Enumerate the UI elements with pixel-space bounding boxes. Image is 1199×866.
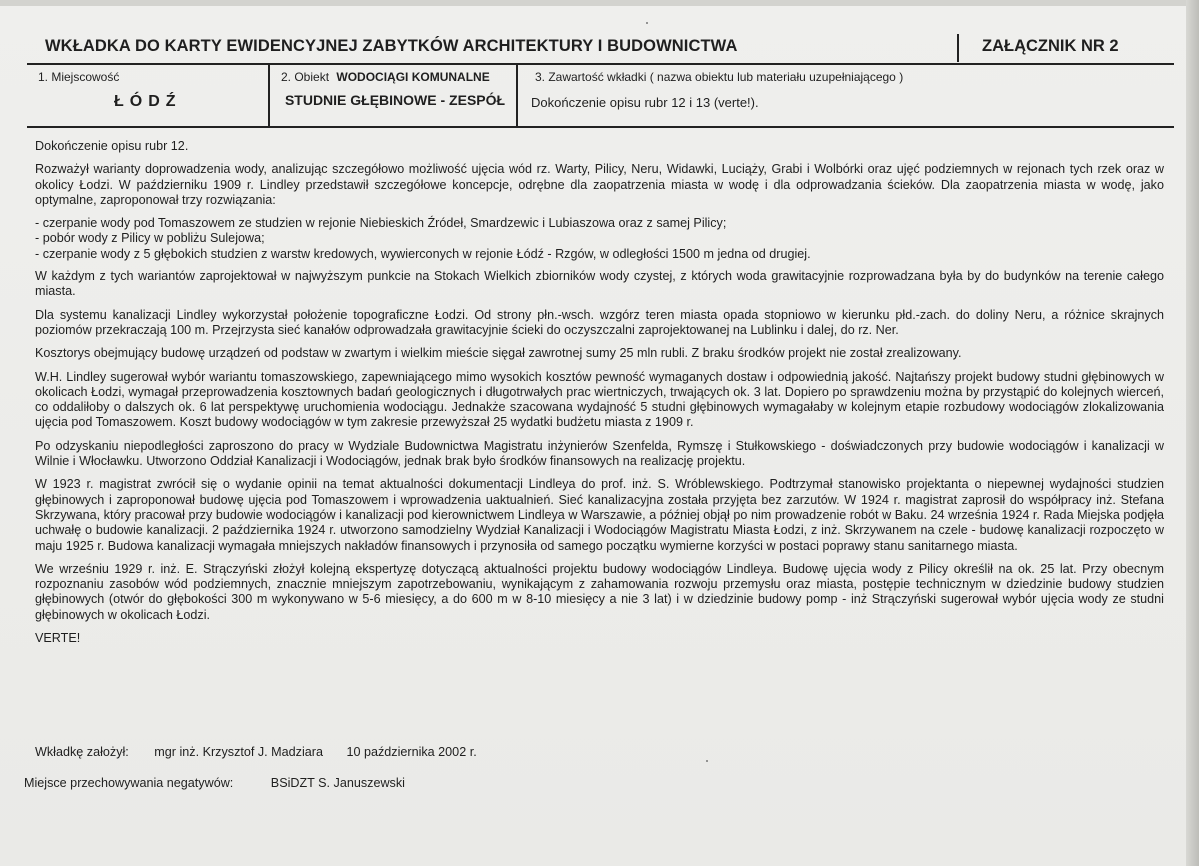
card-top-edge <box>0 0 1199 6</box>
paragraph-3: Dla systemu kanalizacji Lindley wykorzystał położenie topograficzne Łodzi. Od strony płn.-wsch. wzgórz teren miasta opada stopniowo w kierunku płd.-zach. do doliny Neru, a różnice skrajnych poziomów przekraczają 100 m. Przejrzysta sieć kanałów odprowadzała grawitacyjnie ścieki do oczyszczalni zaprojektowanej na Lublinku i dalej, do rz. Ner. <box>35 307 1164 337</box>
contents-label: 3. Zawartość wkładki ( nazwa obiektu lub materiału uzupełniającego ) <box>535 70 904 84</box>
description-body <box>35 139 1164 654</box>
speck <box>646 22 648 24</box>
option-item: - czerpanie wody pod Tomaszowem ze studzien w rejonie Niebieskich Źródeł, Smardzewic i Lubiaszowa oraz z samej Pilicy; <box>35 216 727 231</box>
annex-number: ZAŁĄCZNIK NR 2 <box>982 37 1119 55</box>
author-line <box>35 745 477 759</box>
paragraph-7: W 1923 r. magistrat zwrócił się o wydanie opinii na temat aktualności dokumentacji Lindleya do prof. inż. S. Wróblewskiego. Podtrzymał stanowisko projektanta o niepewnej wydajności studzien głębinowych i zaproponował budowę ujęcia pod Tomaszowem i wprowadzenia uaktualnień. Sieć kanalizacyjna została przyjęta bez zarzutów. W 1924 r. magistrat zaprosił do współpracy inż. Stefana Skrzywana, który pracował przy budowie wodociągów i kanalizacji pod kierownictwem Lindleya w Warszawie, a później objął po nim prowadzenie robót w Baku. 24 września 1924 r. Rada Miejska podjęła uchwałę o budowie kanalizacji. 2 października 1924 r. utworzono samodzielny Wydział Kanalizacji i Wodociągów Magistratu Miasta Łodzi, z inż. Skrzywanem na czele - budowę kanalizacji rozpoczęto w maju 1925 r. Budowa kanalizacji wymagała mniejszych nakładów finansowych i przynosiła od samego początku wymierne korzyści w postaci poprawy stanu sanitarnego miasta. <box>35 477 1164 553</box>
author-label: Wkładkę założył: <box>35 745 129 759</box>
paragraph-4: Kosztorys obejmujący budowę urządzeń od podstaw w zwartym i wielkim mieście sięgał zawrotnej sumy 25 mln rubli. Z braku środków projekt nie został zrealizowany. <box>35 346 962 361</box>
verte-note: VERTE! <box>35 631 81 646</box>
speck <box>706 760 708 762</box>
object-label-bold: WODOCIĄGI KOMUNALNE <box>336 70 490 84</box>
form-title: WKŁADKA DO KARTY EWIDENCYJNEJ ZABYTKÓW ARCHITEKTURY I BUDOWNICTWA <box>45 37 738 55</box>
paragraph-5: W.H. Lindley sugerował wybór wariantu tomaszowskiego, zapewniającego mimo wysokich kosztów pewność wymaganych dostaw i odpowiednią jakość. Najtańszy projekt budowy studni głębinowych w okolicach Łodzi, wymagał przeprowadzenia kosztownych badań geologicznych i długotrwałych prac wiertniczych, trwających ok. 3 lat. Dopiero po sprawdzeniu można by przystąpić do kolejnych wierceń, co oddaliłoby o dalszych ok. 6 lat perspektywę uruchomienia wodociągu. Jednakże szacowana wydajność 5 studni głębinowych wymagałaby w kolejnym etapie rozbudowy wodociągów zlokalizowania ujęcia pod Tomaszowem. Koszt budowy wodociągów w tym zakresie przewyższał 25 wydatki budżetu miasta z 1909 r. <box>35 369 1164 430</box>
object-value: STUDNIE GŁĘBINOWE - ZESPÓŁ <box>284 92 506 108</box>
author-date: 10 października 2002 r. <box>346 745 477 759</box>
header-divider <box>957 34 959 62</box>
option-item: - pobór wody z Pilicy w pobliżu Sulejowa; <box>35 231 265 246</box>
field-divider-1 <box>268 65 270 126</box>
object-label <box>281 70 490 84</box>
locality-value: ŁÓDŹ <box>114 93 182 110</box>
fields-rule <box>27 126 1174 128</box>
storage-line <box>24 776 405 790</box>
author-name: mgr inż. Krzysztof J. Madziara <box>154 745 323 759</box>
contents-value: Dokończenie opisu rubr 12 i 13 (verte!). <box>531 95 759 110</box>
paragraph-1: Rozważył warianty doprowadzenia wody, analizując szczegółowo możliwość ujęcia wód rz. Warty, Pilicy, Neru, Widawki, Luciąży, Grabi i Wolbórki oraz ujęć podziemnych w rejonach tych rzek oraz w okolicy Łodzi. W październiku 1909 r. Lindley przedstawił szczegółowe koncepcje, odrębne dla zaopatrzenia miasta w wodę i dla odprowadzania ścieków. Dla zaopatrzenia miasta w wodę, jako optymalne, zaproponował trzy rozwiązania: <box>35 162 1164 207</box>
field-divider-2 <box>516 65 518 126</box>
option-item: - czerpanie wody z 5 głębokich studzien z warstw kredowych, wywierconych w rejonie Łódź - Rzgów, w odległości 1500 m jedna od drugiej. <box>35 246 811 261</box>
body-heading: Dokończenie opisu rubr 12. <box>35 139 189 153</box>
card-right-edge <box>1186 0 1199 866</box>
locality-label: 1. Miejscowość <box>38 70 120 84</box>
storage-value: BSiDZT S. Januszewski <box>270 776 405 790</box>
paragraph-8: We wrześniu 1929 r. inż. E. Strączyński złożył kolejną ekspertyzę dotyczącą aktualności projektu budowy wodociągów Lindleya. Budowę ujęcia wody z Pilicy określił na ok. 25 lat. Przy obecnym rozpoznaniu zasobów wód podziemnych, znacznie mniejszym zapotrzebowaniu, wynikającym z zahamowania rozwoju przemysłu oraz miasta, postępie technicznym w dziedzinie budowy studzien głębinowych (otwór do głębokości 300 m wykonywano w 5-6 miesięcy, a do 600 m w 8-10 miesięcy a nie 3 lat) i w dziedzinie budowy pomp - inż Strączyński sugerował wybór ujęcia wody ze studni głębinowych w okolicach Łodzi. <box>35 561 1164 622</box>
paragraph-6: Po odzyskaniu niepodległości zaproszono do pracy w Wydziale Budownictwa Magistratu inżynierów Szenfelda, Rymszę i Stułkowskiego - doświadczonych przy budowie wodociągów i kanalizacji w Wilnie i Włocławku. Utworzono Oddział Kanalizacji i Wodociągów, jednak brak było środków finansowych na realizację projektu. <box>35 438 1164 469</box>
options-list <box>35 216 1164 262</box>
paragraph-2: W każdym z tych wariantów zaprojektował w najwyższym punkcie na Stokach Wielkich zbiorników wody czystej, z których woda grawitacyjnie rozprowadzana była by do budynków na terenie całego miasta. <box>35 269 1164 299</box>
header-rule <box>27 63 1174 65</box>
storage-label: Miejsce przechowywania negatywów: <box>24 776 234 790</box>
object-label-text: 2. Obiekt <box>281 70 330 84</box>
